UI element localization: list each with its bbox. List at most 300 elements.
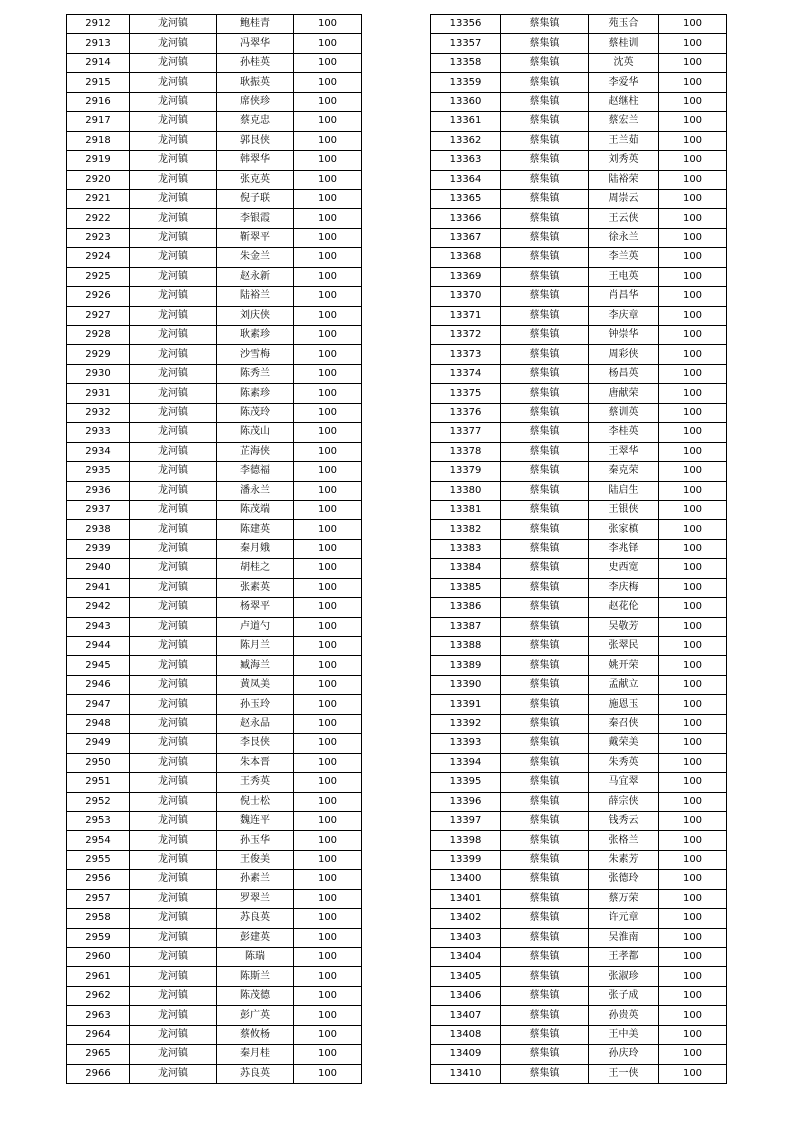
town-cell: 蔡集镇: [501, 1064, 589, 1083]
name-cell: 鲍桂青: [217, 15, 294, 34]
town-cell: 龙河镇: [130, 734, 217, 753]
amount-cell: 100: [294, 948, 362, 967]
table-row: [431, 170, 727, 189]
table-row: [431, 423, 727, 442]
table-row: [431, 53, 727, 72]
serial-number-cell: 2937: [67, 500, 130, 519]
town-cell: 蔡集镇: [501, 831, 589, 850]
amount-cell: 100: [294, 967, 362, 986]
name-cell: 刘庆侠: [217, 306, 294, 325]
town-cell: 龙河镇: [130, 656, 217, 675]
serial-number-cell: 13404: [431, 948, 501, 967]
town-cell: 龙河镇: [130, 928, 217, 947]
serial-number-cell: 13389: [431, 656, 501, 675]
table-row: [67, 909, 362, 928]
name-cell: 李庆梅: [589, 578, 659, 597]
table-row: [67, 734, 362, 753]
table-row: [431, 656, 727, 675]
name-cell: 郭艮侠: [217, 131, 294, 150]
name-cell: 马宜翠: [589, 773, 659, 792]
town-cell: 龙河镇: [130, 695, 217, 714]
amount-cell: 100: [659, 34, 727, 53]
name-cell: 苏良英: [217, 1064, 294, 1083]
table-row: [67, 656, 362, 675]
amount-cell: 100: [294, 598, 362, 617]
table-row: [431, 462, 727, 481]
name-cell: 魏连平: [217, 811, 294, 830]
amount-cell: 100: [659, 850, 727, 869]
name-cell: 杨翠平: [217, 598, 294, 617]
table-row: [67, 559, 362, 578]
serial-number-cell: 2918: [67, 131, 130, 150]
table-row: [67, 598, 362, 617]
name-cell: 陈秀兰: [217, 364, 294, 383]
table-row: [67, 773, 362, 792]
serial-number-cell: 2926: [67, 287, 130, 306]
table-row: [431, 1006, 727, 1025]
name-cell: 芷海侠: [217, 442, 294, 461]
table-row: [67, 870, 362, 889]
table-row: [67, 403, 362, 422]
right-roster-table: [430, 14, 727, 1084]
table-row: [67, 384, 362, 403]
table-row: [431, 151, 727, 170]
amount-cell: 100: [294, 695, 362, 714]
name-cell: 陆裕兰: [217, 287, 294, 306]
name-cell: 罗翠兰: [217, 889, 294, 908]
name-cell: 苏良英: [217, 909, 294, 928]
name-cell: 刘秀英: [589, 151, 659, 170]
serial-number-cell: 13382: [431, 520, 501, 539]
amount-cell: 100: [659, 306, 727, 325]
serial-number-cell: 13363: [431, 151, 501, 170]
table-row: [67, 811, 362, 830]
serial-number-cell: 13369: [431, 267, 501, 286]
town-cell: 龙河镇: [130, 326, 217, 345]
serial-number-cell: 2916: [67, 92, 130, 111]
amount-cell: 100: [659, 403, 727, 422]
name-cell: 周彩侠: [589, 345, 659, 364]
town-cell: 蔡集镇: [501, 948, 589, 967]
name-cell: 蔡克忠: [217, 112, 294, 131]
serial-number-cell: 2924: [67, 248, 130, 267]
serial-number-cell: 13398: [431, 831, 501, 850]
name-cell: 王银侠: [589, 500, 659, 519]
table-row: [431, 695, 727, 714]
town-cell: 蔡集镇: [501, 637, 589, 656]
name-cell: 王电英: [589, 267, 659, 286]
town-cell: 蔡集镇: [501, 306, 589, 325]
name-cell: 赵永品: [217, 714, 294, 733]
serial-number-cell: 2920: [67, 170, 130, 189]
amount-cell: 100: [294, 850, 362, 869]
name-cell: 臧海兰: [217, 656, 294, 675]
town-cell: 蔡集镇: [501, 773, 589, 792]
table-row: [431, 637, 727, 656]
town-cell: 蔡集镇: [501, 442, 589, 461]
table-row: [67, 53, 362, 72]
table-row: [67, 948, 362, 967]
table-row: [67, 1006, 362, 1025]
amount-cell: 100: [659, 170, 727, 189]
town-cell: 龙河镇: [130, 228, 217, 247]
town-cell: 龙河镇: [130, 1006, 217, 1025]
serial-number-cell: 2930: [67, 364, 130, 383]
table-row: [431, 92, 727, 111]
name-cell: 张格兰: [589, 831, 659, 850]
serial-number-cell: 2935: [67, 462, 130, 481]
table-row: [431, 403, 727, 422]
table-row: [67, 364, 362, 383]
amount-cell: 100: [659, 248, 727, 267]
name-cell: 李兰英: [589, 248, 659, 267]
amount-cell: 100: [659, 656, 727, 675]
table-row: [431, 870, 727, 889]
name-cell: 钟崇华: [589, 326, 659, 345]
serial-number-cell: 2965: [67, 1045, 130, 1064]
table-row: [67, 617, 362, 636]
table-row: [431, 850, 727, 869]
name-cell: 陈月兰: [217, 637, 294, 656]
town-cell: 龙河镇: [130, 831, 217, 850]
town-cell: 蔡集镇: [501, 170, 589, 189]
table-row: [67, 267, 362, 286]
name-cell: 姚开荣: [589, 656, 659, 675]
table-row: [431, 617, 727, 636]
name-cell: 孙桂英: [217, 53, 294, 72]
amount-cell: 100: [294, 714, 362, 733]
table-row: [67, 889, 362, 908]
serial-number-cell: 2946: [67, 675, 130, 694]
table-row: [67, 1064, 362, 1083]
amount-cell: 100: [294, 734, 362, 753]
amount-cell: 100: [294, 73, 362, 92]
serial-number-cell: 2948: [67, 714, 130, 733]
table-row: [67, 1045, 362, 1064]
name-cell: 陈茂德: [217, 986, 294, 1005]
table-row: [67, 520, 362, 539]
serial-number-cell: 13361: [431, 112, 501, 131]
table-row: [431, 598, 727, 617]
town-cell: 蔡集镇: [501, 112, 589, 131]
amount-cell: 100: [294, 364, 362, 383]
serial-number-cell: 13397: [431, 811, 501, 830]
table-row: [431, 792, 727, 811]
amount-cell: 100: [659, 948, 727, 967]
amount-cell: 100: [294, 539, 362, 558]
serial-number-cell: 2958: [67, 909, 130, 928]
amount-cell: 100: [659, 442, 727, 461]
name-cell: 秦月娥: [217, 539, 294, 558]
name-cell: 许元章: [589, 909, 659, 928]
amount-cell: 100: [294, 423, 362, 442]
table-row: [431, 345, 727, 364]
amount-cell: 100: [659, 500, 727, 519]
table-row: [67, 539, 362, 558]
name-cell: 陈茂玲: [217, 403, 294, 422]
amount-cell: 100: [659, 909, 727, 928]
serial-number-cell: 13409: [431, 1045, 501, 1064]
name-cell: 秦召侠: [589, 714, 659, 733]
table-row: [431, 306, 727, 325]
town-cell: 蔡集镇: [501, 423, 589, 442]
amount-cell: 100: [294, 326, 362, 345]
name-cell: 张子成: [589, 986, 659, 1005]
town-cell: 蔡集镇: [501, 928, 589, 947]
amount-cell: 100: [659, 1006, 727, 1025]
serial-number-cell: 13394: [431, 753, 501, 772]
name-cell: 李桂英: [589, 423, 659, 442]
table-row: [67, 442, 362, 461]
name-cell: 陈瑞: [217, 948, 294, 967]
amount-cell: 100: [294, 656, 362, 675]
name-cell: 陆裕荣: [589, 170, 659, 189]
table-row: [431, 948, 727, 967]
serial-number-cell: 2917: [67, 112, 130, 131]
name-cell: 蔡训英: [589, 403, 659, 422]
table-row: [431, 1064, 727, 1083]
table-row: [431, 889, 727, 908]
town-cell: 龙河镇: [130, 850, 217, 869]
amount-cell: 100: [294, 112, 362, 131]
serial-number-cell: 13359: [431, 73, 501, 92]
name-cell: 唐献荣: [589, 384, 659, 403]
serial-number-cell: 2933: [67, 423, 130, 442]
name-cell: 王秀英: [217, 773, 294, 792]
amount-cell: 100: [659, 326, 727, 345]
serial-number-cell: 2943: [67, 617, 130, 636]
serial-number-cell: 2919: [67, 151, 130, 170]
amount-cell: 100: [659, 384, 727, 403]
serial-number-cell: 2912: [67, 15, 130, 34]
town-cell: 龙河镇: [130, 306, 217, 325]
town-cell: 蔡集镇: [501, 73, 589, 92]
town-cell: 蔡集镇: [501, 53, 589, 72]
name-cell: 秦月桂: [217, 1045, 294, 1064]
table-row: [431, 15, 727, 34]
serial-number-cell: 2962: [67, 986, 130, 1005]
amount-cell: 100: [294, 578, 362, 597]
amount-cell: 100: [659, 131, 727, 150]
name-cell: 赵继柱: [589, 92, 659, 111]
table-row: [431, 384, 727, 403]
amount-cell: 100: [294, 1064, 362, 1083]
table-row: [431, 520, 727, 539]
town-cell: 龙河镇: [130, 500, 217, 519]
table-row: [431, 442, 727, 461]
town-cell: 蔡集镇: [501, 326, 589, 345]
table-row: [431, 189, 727, 208]
name-cell: 孙素兰: [217, 870, 294, 889]
amount-cell: 100: [294, 442, 362, 461]
serial-number-cell: 2913: [67, 34, 130, 53]
town-cell: 蔡集镇: [501, 92, 589, 111]
serial-number-cell: 13396: [431, 792, 501, 811]
town-cell: 蔡集镇: [501, 753, 589, 772]
amount-cell: 100: [294, 811, 362, 830]
town-cell: 蔡集镇: [501, 1006, 589, 1025]
town-cell: 龙河镇: [130, 967, 217, 986]
amount-cell: 100: [659, 228, 727, 247]
name-cell: 秦克荣: [589, 462, 659, 481]
amount-cell: 100: [294, 131, 362, 150]
serial-number-cell: 13401: [431, 889, 501, 908]
amount-cell: 100: [294, 500, 362, 519]
table-row: [431, 209, 727, 228]
town-cell: 龙河镇: [130, 617, 217, 636]
serial-number-cell: 13395: [431, 773, 501, 792]
amount-cell: 100: [659, 675, 727, 694]
serial-number-cell: 2960: [67, 948, 130, 967]
town-cell: 蔡集镇: [501, 850, 589, 869]
amount-cell: 100: [294, 34, 362, 53]
table-row: [431, 326, 727, 345]
serial-number-cell: 2941: [67, 578, 130, 597]
amount-cell: 100: [659, 637, 727, 656]
amount-cell: 100: [294, 792, 362, 811]
name-cell: 耿素珍: [217, 326, 294, 345]
name-cell: 施恩玉: [589, 695, 659, 714]
name-cell: 孙贵英: [589, 1006, 659, 1025]
name-cell: 胡桂之: [217, 559, 294, 578]
town-cell: 蔡集镇: [501, 248, 589, 267]
town-cell: 龙河镇: [130, 170, 217, 189]
amount-cell: 100: [294, 520, 362, 539]
town-cell: 蔡集镇: [501, 811, 589, 830]
name-cell: 戴荣美: [589, 734, 659, 753]
serial-number-cell: 2915: [67, 73, 130, 92]
town-cell: 龙河镇: [130, 287, 217, 306]
town-cell: 龙河镇: [130, 481, 217, 500]
amount-cell: 100: [294, 248, 362, 267]
table-row: [67, 228, 362, 247]
amount-cell: 100: [659, 773, 727, 792]
town-cell: 龙河镇: [130, 364, 217, 383]
table-row: [67, 967, 362, 986]
table-row: [67, 112, 362, 131]
table-row: [431, 714, 727, 733]
table-row: [431, 34, 727, 53]
table-row: [67, 189, 362, 208]
town-cell: 龙河镇: [130, 753, 217, 772]
town-cell: 龙河镇: [130, 637, 217, 656]
amount-cell: 100: [659, 267, 727, 286]
town-cell: 蔡集镇: [501, 345, 589, 364]
amount-cell: 100: [659, 695, 727, 714]
name-cell: 赵花伦: [589, 598, 659, 617]
table-row: [67, 792, 362, 811]
amount-cell: 100: [294, 209, 362, 228]
table-row: [431, 559, 727, 578]
name-cell: 孙玉华: [217, 831, 294, 850]
name-cell: 席侠珍: [217, 92, 294, 111]
name-cell: 韩翠华: [217, 151, 294, 170]
amount-cell: 100: [294, 345, 362, 364]
amount-cell: 100: [294, 1045, 362, 1064]
serial-number-cell: 2931: [67, 384, 130, 403]
serial-number-cell: 13357: [431, 34, 501, 53]
serial-number-cell: 13356: [431, 15, 501, 34]
town-cell: 蔡集镇: [501, 520, 589, 539]
amount-cell: 100: [659, 520, 727, 539]
serial-number-cell: 2954: [67, 831, 130, 850]
table-row: [431, 578, 727, 597]
town-cell: 龙河镇: [130, 773, 217, 792]
serial-number-cell: 2934: [67, 442, 130, 461]
serial-number-cell: 13379: [431, 462, 501, 481]
amount-cell: 100: [659, 539, 727, 558]
town-cell: 龙河镇: [130, 131, 217, 150]
town-cell: 龙河镇: [130, 714, 217, 733]
town-cell: 龙河镇: [130, 423, 217, 442]
town-cell: 蔡集镇: [501, 384, 589, 403]
amount-cell: 100: [294, 53, 362, 72]
name-cell: 倪子联: [217, 189, 294, 208]
amount-cell: 100: [294, 889, 362, 908]
serial-number-cell: 2953: [67, 811, 130, 830]
amount-cell: 100: [294, 403, 362, 422]
amount-cell: 100: [659, 753, 727, 772]
amount-cell: 100: [659, 287, 727, 306]
amount-cell: 100: [294, 267, 362, 286]
town-cell: 蔡集镇: [501, 1025, 589, 1044]
table-row: [431, 539, 727, 558]
town-cell: 蔡集镇: [501, 500, 589, 519]
serial-number-cell: 2942: [67, 598, 130, 617]
amount-cell: 100: [659, 15, 727, 34]
town-cell: 蔡集镇: [501, 15, 589, 34]
table-row: [431, 287, 727, 306]
table-row: [67, 637, 362, 656]
table-row: [67, 850, 362, 869]
name-cell: 陆启生: [589, 481, 659, 500]
amount-cell: 100: [294, 228, 362, 247]
amount-cell: 100: [659, 92, 727, 111]
table-row: [67, 15, 362, 34]
serial-number-cell: 13383: [431, 539, 501, 558]
town-cell: 蔡集镇: [501, 675, 589, 694]
table-row: [67, 831, 362, 850]
amount-cell: 100: [294, 189, 362, 208]
name-cell: 陈斯兰: [217, 967, 294, 986]
town-cell: 蔡集镇: [501, 151, 589, 170]
name-cell: 朱秀英: [589, 753, 659, 772]
serial-number-cell: 13393: [431, 734, 501, 753]
amount-cell: 100: [659, 1064, 727, 1083]
amount-cell: 100: [659, 928, 727, 947]
name-cell: 蔡宏兰: [589, 112, 659, 131]
table-row: [67, 326, 362, 345]
table-row: [67, 73, 362, 92]
table-row: [67, 131, 362, 150]
table-row: [67, 306, 362, 325]
serial-number-cell: 2940: [67, 559, 130, 578]
serial-number-cell: 2956: [67, 870, 130, 889]
table-row: [431, 267, 727, 286]
serial-number-cell: 13362: [431, 131, 501, 150]
serial-number-cell: 13405: [431, 967, 501, 986]
town-cell: 龙河镇: [130, 986, 217, 1005]
town-cell: 蔡集镇: [501, 481, 589, 500]
town-cell: 龙河镇: [130, 248, 217, 267]
serial-number-cell: 13368: [431, 248, 501, 267]
town-cell: 蔡集镇: [501, 539, 589, 558]
town-cell: 龙河镇: [130, 1045, 217, 1064]
table-row: [67, 695, 362, 714]
name-cell: 黄凤美: [217, 675, 294, 694]
town-cell: 龙河镇: [130, 948, 217, 967]
serial-number-cell: 13380: [431, 481, 501, 500]
